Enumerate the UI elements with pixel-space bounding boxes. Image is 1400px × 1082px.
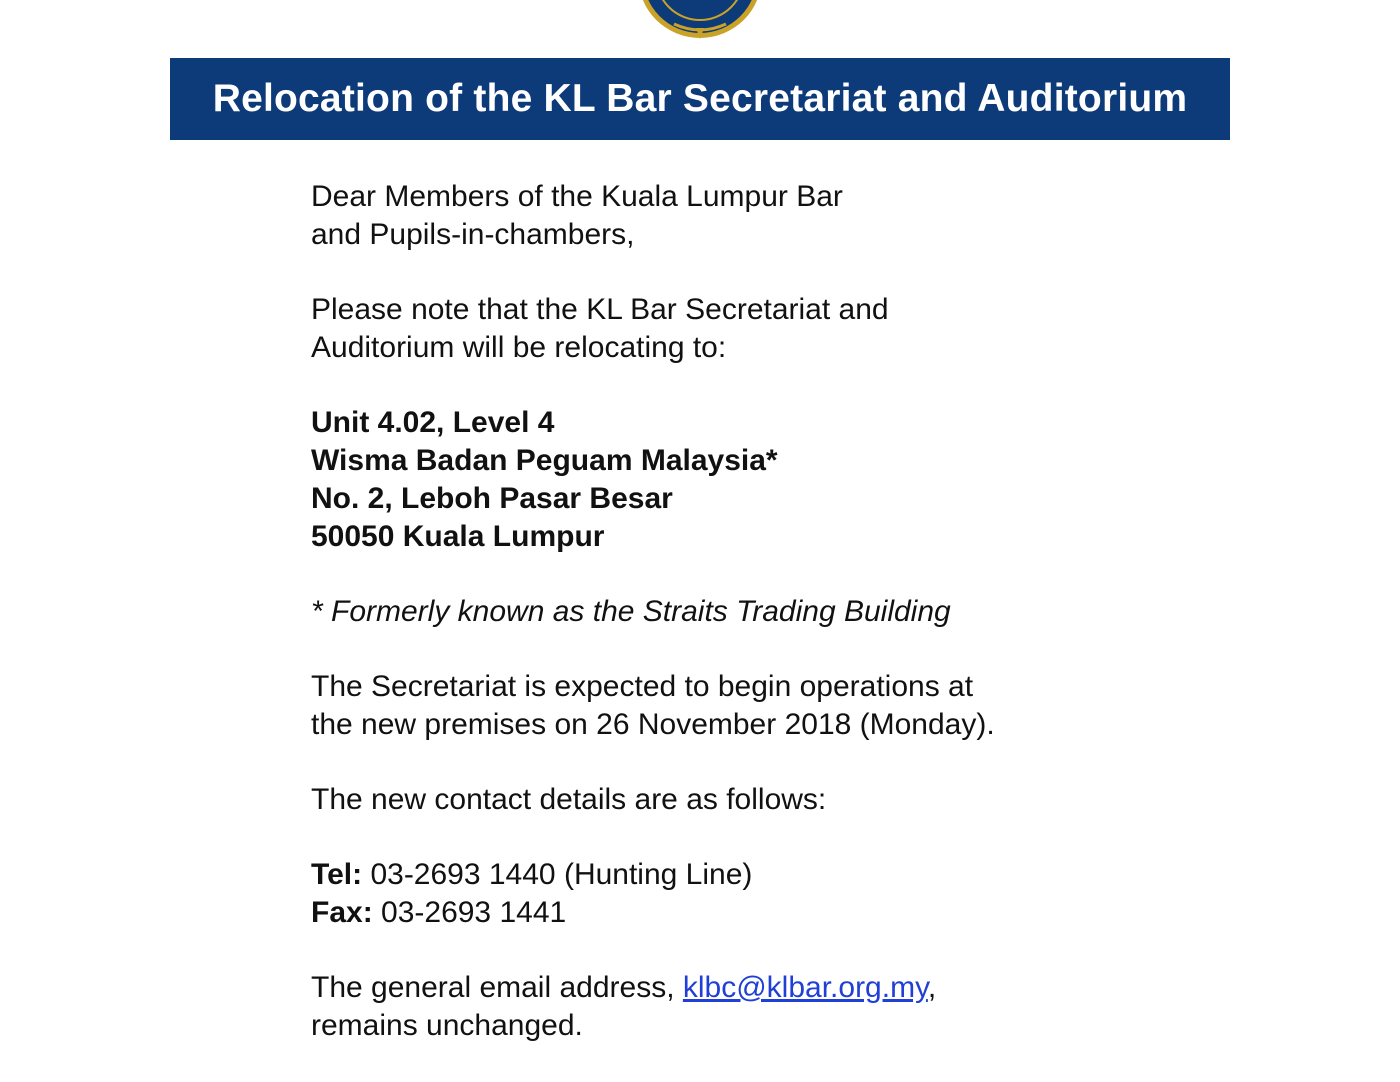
greeting [311,178,1151,254]
address-line-4: 50050 Kuala Lumpur [311,520,605,553]
operations-notice [311,668,1151,744]
address-line-2: Wisma Badan Peguam Malaysia* [311,444,778,477]
address-line-1: Unit 4.02, Level 4 [311,406,555,439]
title-banner [170,58,1230,140]
greeting-line-2: and Pupils-in-chambers, [311,218,635,251]
address-line-3: No. 2, Leboh Pasar Besar [311,482,673,515]
footnote: * Formerly known as the Straits Trading Building [311,595,951,628]
notice-line-1: Please note that the KL Bar Secretariat and [311,293,889,326]
email-link[interactable]: klbc@klbar.org.my [682,971,928,1004]
email-suffix: , [927,971,937,1004]
tel-value: 03-2693 1440 (Hunting Line) [362,858,753,891]
page-title: Relocation of the KL Bar Secretariat and Auditorium [212,77,1188,120]
fax-value: 03-2693 1441 [372,896,567,929]
operations-line-1: The Secretariat is expected to begin operations at [311,670,974,703]
email-prefix: The general email address, [311,971,683,1004]
kl-bar-logo [630,0,770,40]
relocation-notice [311,291,1151,367]
fax-label: Fax: [311,896,373,929]
new-address [311,404,1151,556]
contact-details [311,856,1151,932]
contact-intro: The new contact details are as follows: [311,783,827,816]
tel-label: Tel: [311,858,363,891]
email-line-2: remains unchanged. [311,1009,583,1042]
letter-body [311,178,1151,1082]
notice-line-2: Auditorium will be relocating to: [311,331,727,364]
email-notice [311,969,1151,1045]
greeting-line-1: Dear Members of the Kuala Lumpur Bar [311,180,843,213]
operations-line-2: the new premises on 26 November 2018 (Monday). [311,708,995,741]
